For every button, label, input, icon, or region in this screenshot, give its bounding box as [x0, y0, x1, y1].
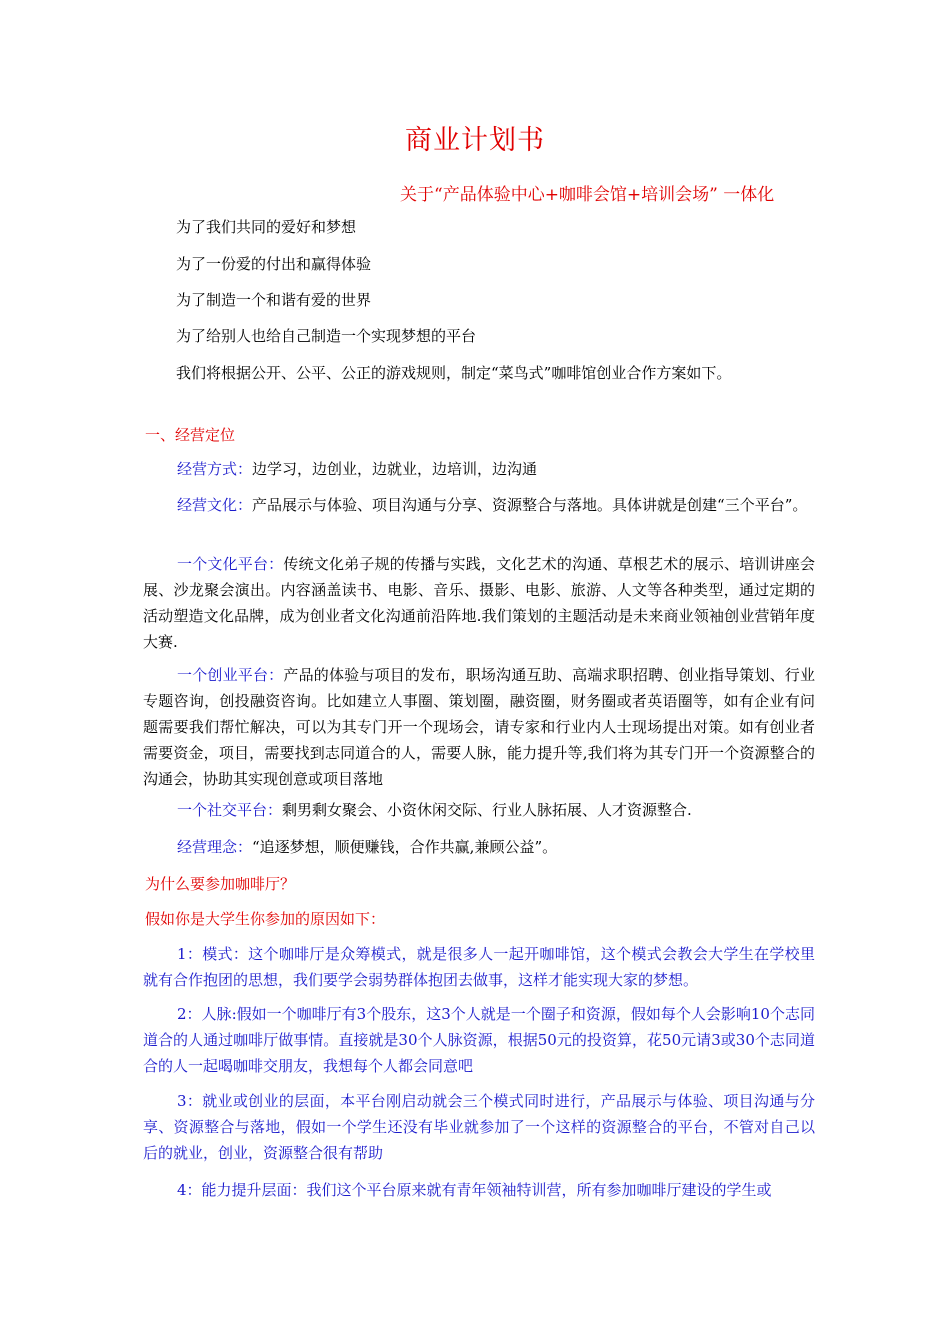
mode-label: 经营方式： [177, 460, 253, 478]
startup-platform-paragraph [143, 662, 815, 792]
social-platform-text: 剩男剩女聚会、小资休闲交际、行业人脉拓展、人才资源整合. [282, 801, 692, 819]
reason-point: 1：模式：这个咖啡厅是众筹模式，就是很多人一起开咖啡馆，这个模式会教会大学生在学校里就有合作抱团的思想，我们要学会弱势群体抱团去做事，这样才能实现大家的梦想。 [143, 945, 815, 989]
social-platform-paragraph [143, 797, 815, 823]
intro-line: 为了制造一个和谐有爱的世界 [176, 291, 372, 309]
reason-point: 2：人脉:假如一个咖啡厅有3个股东，这3个人就是一个圈子和资源，假如每个人会影响10个志同道合的人通过咖啡厅做事情。直接就是30个人脉资源，根据50元的投资算，花50元请3或30个志同道合的人一起喝咖啡交朋友，我想每个人都会同意吧 [143, 1005, 815, 1075]
intro-line: 为了我们共同的爱好和梦想 [176, 218, 357, 236]
idea-paragraph [143, 834, 815, 860]
culture-paragraph [143, 492, 815, 518]
reason-point: 3：就业或创业的层面，本平台刚启动就会三个模式同时进行，产品展示与体验、项目沟通与分享、资源整合与落地，假如一个学生还没有毕业就参加了一个这样的资源整合的平台，不管对自己以后的就业，创业，资源整合很有帮助 [143, 1092, 815, 1162]
reason-point: 4：能力提升层面：我们这个平台原来就有青年领袖特训营，所有参加咖啡厅建设的学生或 [177, 1181, 772, 1199]
why-subheading: 假如你是大学生你参加的原因如下： [145, 910, 386, 928]
startup-platform-text: 产品的体验与项目的发布，职场沟通互助、高端求职招聘、创业指导策划、行业专题咨询，创投融资咨询。比如建立人事圈、策划圈，融资圈，财务圈或者英语圈等，如有企业有问题需要我们帮忙解决，可以为其专门开一个现场会，请专家和行业内人士现场提出对策。如有创业者需要资金，项目，需要找到志同道合的人，需要人脉，能力提升等,我们将为其专门开一个资源整合的沟通会，协助其实现创意或项目落地 [143, 666, 815, 788]
mode-paragraph [143, 456, 815, 482]
idea-label: 经营理念： [177, 838, 253, 856]
page-title: 商业计划书 [405, 125, 545, 156]
section-heading: 一、经营定位 [145, 426, 236, 444]
culture-platform-paragraph [143, 551, 815, 655]
culture-label: 经营文化： [177, 496, 253, 514]
mode-text: 边学习，边创业，边就业，边培训，边沟通 [252, 460, 538, 478]
page-subtitle: 关于“产品体验中心+咖啡会馆+培训会场” 一体化 [400, 185, 775, 205]
culture-text: 产品展示与体验、项目沟通与分享、资源整合与落地。具体讲就是创建“三个平台”。 [252, 496, 808, 514]
intro-line: 我们将根据公开、公平、公正的游戏规则，制定“菜鸟式”咖啡馆创业合作方案如下。 [176, 364, 732, 382]
idea-text: “追逐梦想，顺便赚钱，合作共赢,兼顾公益”。 [252, 838, 558, 856]
why-heading: 为什么要参加咖啡厅？ [145, 875, 296, 893]
startup-platform-label: 一个创业平台： [177, 666, 284, 684]
social-platform-label: 一个社交平台： [177, 801, 283, 819]
culture-platform-label: 一个文化平台： [177, 555, 284, 573]
intro-line: 为了给别人也给自己制造一个实现梦想的平台 [176, 327, 477, 345]
culture-platform-text: 传统文化弟子规的传播与实践，文化艺术的沟通、草根艺术的展示、培训讲座会展、沙龙聚会演出。内容涵盖读书、电影、音乐、摄影、电影、旅游、人文等各种类型，通过定期的活动塑造文化品牌，成为创业者文化沟通前沿阵地.我们策划的主题活动是未来商业领袖创业营销年度大赛. [143, 555, 815, 651]
intro-line: 为了一份爱的付出和赢得体验 [176, 255, 372, 273]
